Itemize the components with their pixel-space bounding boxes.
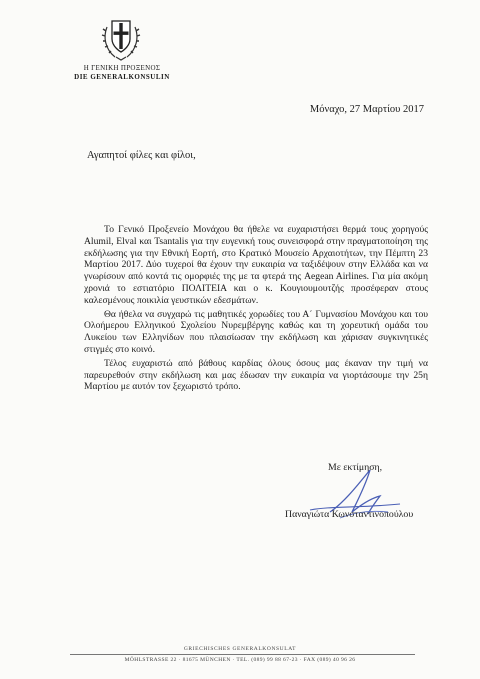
footer-address: MÖHLSTRASSE 22 · 81675 MÜNCHEN · TEL. (089) 99 88 67-23 · FAX (089) 40 96 26 xyxy=(124,657,356,663)
letter-date: Μόναχο, 27 Μαρτίου 2017 xyxy=(309,104,424,115)
footer-divider xyxy=(70,654,415,655)
closing-phrase: Με εκτίμηση, xyxy=(328,462,383,473)
letterhead-org-greek: Η ΓΕΝΙΚΗ ΠΡΟΞΕΝΟΣ xyxy=(83,64,161,72)
paragraph-closing-thanks: Τέλος ευχαριστώ από βάθους καρδίας όλους όσους μας έκαναν την τιμή να παρευρεθούν στην εκδήλωση και μας έδωσαν την ευκαιρία να γιορτάσουμε την 25η Μαρτίου με αυτόν τον ξεχωριστό τρόπο. xyxy=(84,357,428,393)
letterhead-org-german: DIE GENERALKONSULIN xyxy=(74,73,170,81)
letter-body xyxy=(84,224,428,395)
paragraph-thanks-sponsors: Το Γενικό Προξενείο Μονάχου θα ήθελε να ευχαριστήσει θερμά τους χορηγούς Alumil, Elval και Tsantalis για την ευγενική τους συνεισφορά στην πραγματοποίηση της εκδήλωσης για την Εθνική Εορτή, στο Κρατικό Μουσείο Αρχαιοτήτων, την Πέμπτη 23 Μαρτίου 2017. Δύο τυχεροί θα έχουν την ευκαιρία να ταξιδέψουν στην Ελλάδα και να γνωρίσουν από κοντά τις ομορφιές της με τα φτερά της Aegean Airlines. Για μία ακόμη χρονιά το εστιατόριο ΠΟΛΙΤΕΙΑ και ο κ. Κουγιουμουτζής προσέφεραν στους καλεσμένους ποικιλία γευστικών εδεσμάτων. xyxy=(84,224,428,306)
footer-organization: GRIECHISCHES GENERALKONSULAT xyxy=(183,646,297,652)
signer-name: Παναγιώτα Κωνσταντινοπούλου xyxy=(285,509,414,520)
greek-coat-of-arms-icon xyxy=(101,15,141,62)
paragraph-congratulations: Θα ήθελα να συγχαρώ τις μαθητικές χορωδίες του Α΄ Γυμνασίου Μονάχου και του Ολοήμερου Ελληνικού Σχολείου Νυρεμβέργης καθώς και τη χορευτική ομάδα του Λυκείου των Ελληνίδων που πλαισίωσαν την εκδήλωση και χάρισαν συγκινητικές στιγμές στο κοινό. xyxy=(84,308,428,355)
salutation: Αγαπητοί φίλες και φίλοι, xyxy=(87,150,196,161)
